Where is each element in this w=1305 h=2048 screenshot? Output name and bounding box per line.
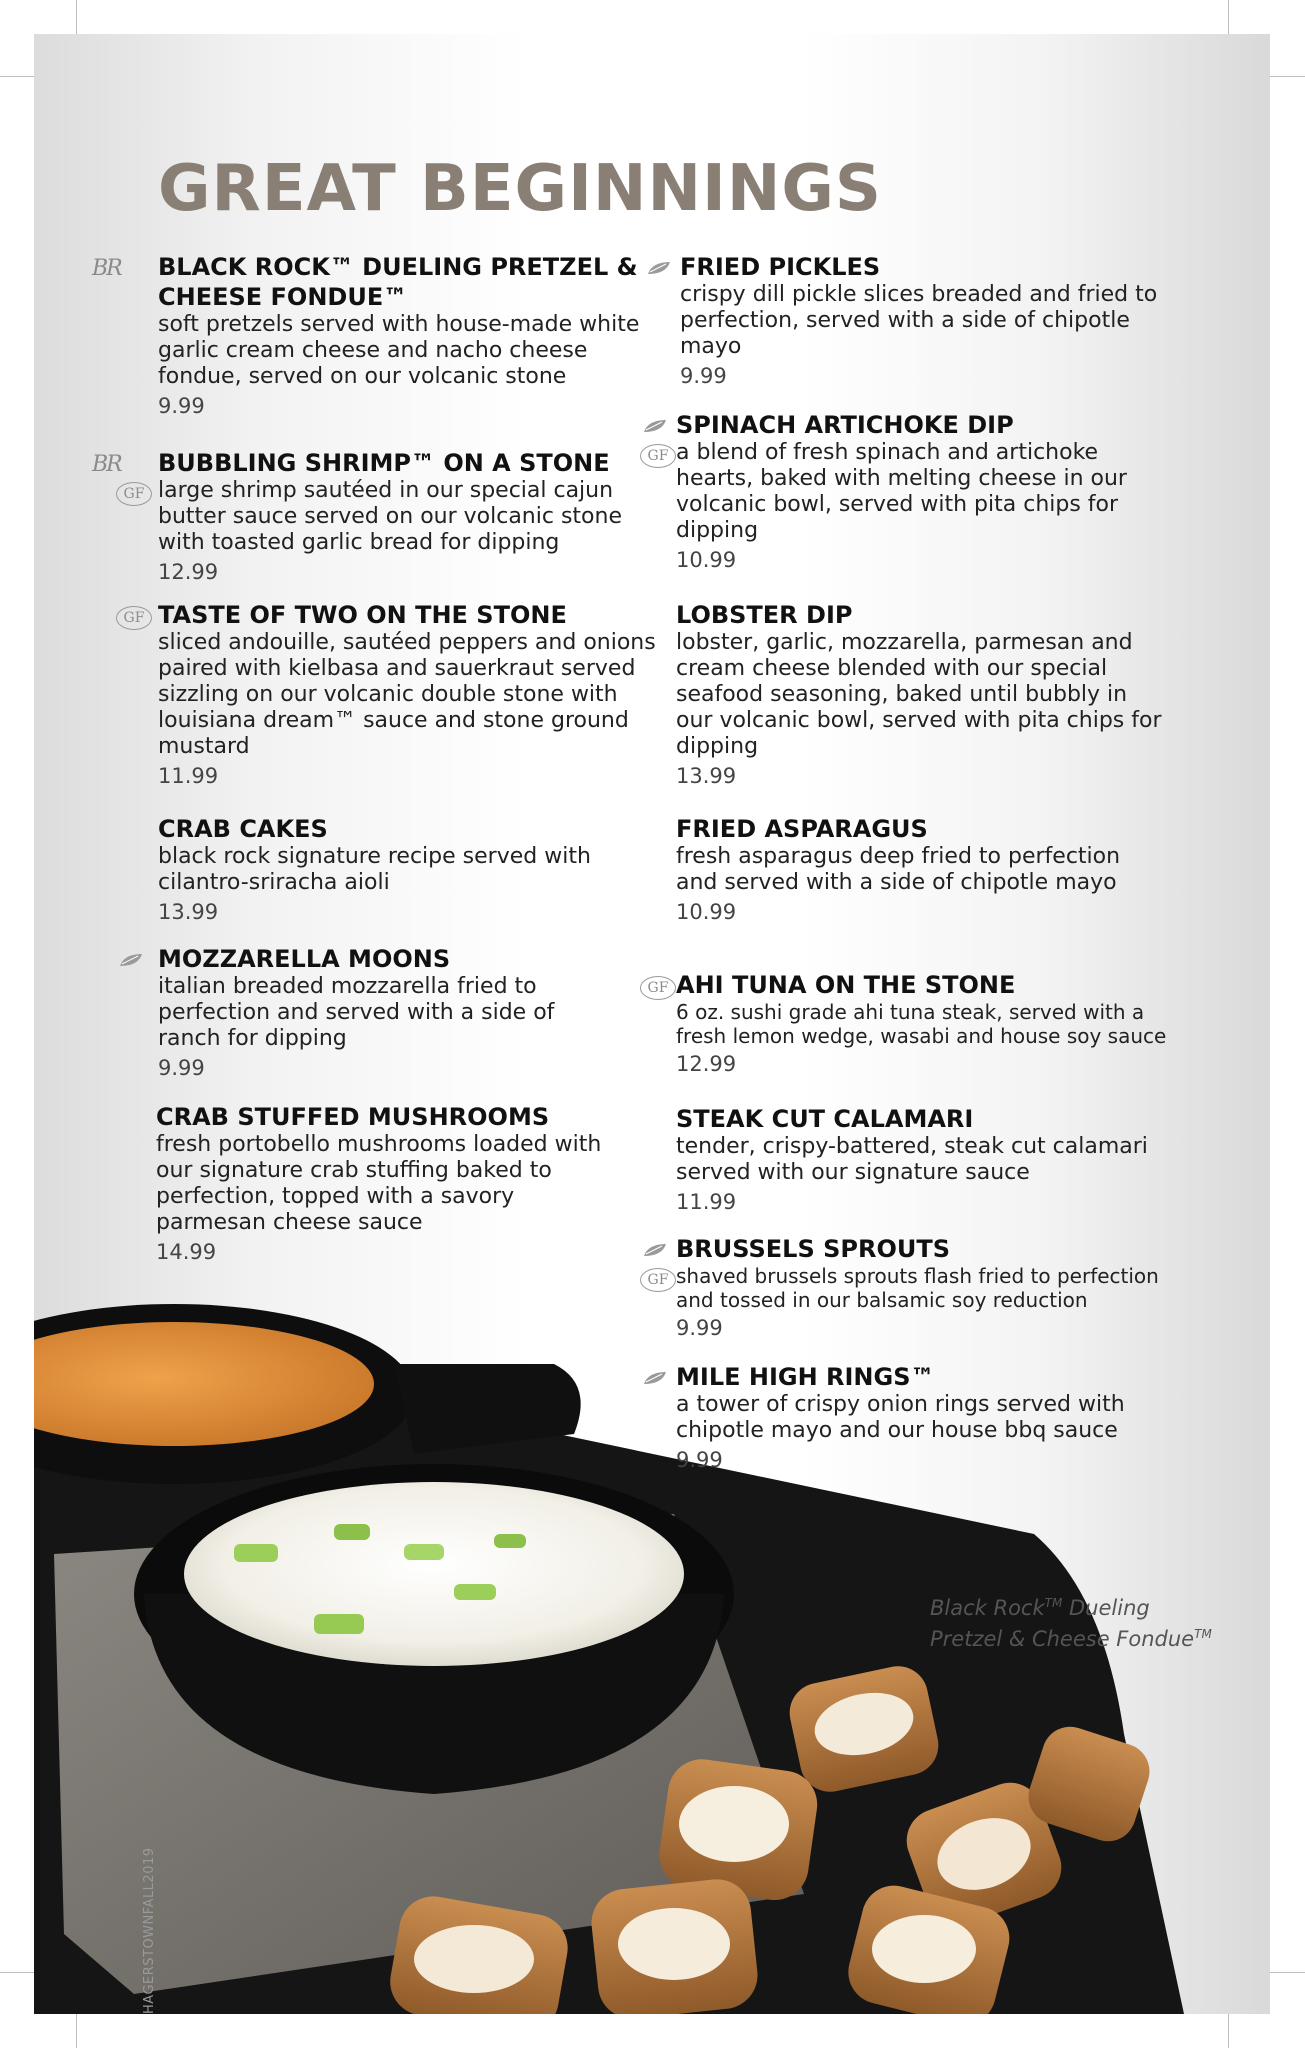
photo-caption bbox=[930, 1590, 1230, 1652]
item-name: MILE HIGH RINGS™ bbox=[676, 1363, 935, 1391]
menu-item-fried-asparagus bbox=[676, 814, 1156, 926]
item-price: 14.99 bbox=[156, 1240, 217, 1264]
item-description: a blend of fresh spinach and artichoke hearts, baked with melting cheese in our volcanic bowl, served with pita chips for dipping bbox=[676, 440, 1127, 543]
item-name: LOBSTER DIP bbox=[676, 601, 853, 629]
menu-item-mozzarella-moons bbox=[158, 944, 618, 1082]
menu-item-pretzel-fondue bbox=[158, 252, 658, 420]
menu-item-ahi-tuna bbox=[676, 970, 1176, 1078]
item-description: black rock signature recipe served with cilantro-sriracha aioli bbox=[158, 844, 591, 895]
item-price: 12.99 bbox=[676, 1052, 737, 1076]
item-name: BUBBLING SHRIMP™ ON A STONE bbox=[158, 449, 610, 477]
item-name: MOZZARELLA MOONS bbox=[158, 945, 451, 973]
item-price: 11.99 bbox=[158, 764, 219, 788]
caption-trademark: TM bbox=[1044, 1596, 1063, 1610]
menu-page bbox=[34, 34, 1270, 2014]
item-price: 10.99 bbox=[676, 900, 737, 924]
item-description: fresh portobello mushrooms loaded with our signature crab stuffing baked to perfection, topped with a savory parmesan cheese sauce bbox=[156, 1132, 602, 1235]
leaf-icon bbox=[118, 952, 144, 968]
caption-trademark: TM bbox=[1194, 1627, 1212, 1641]
caption-line2: Pretzel & Cheese Fondue bbox=[930, 1627, 1195, 1651]
gluten-free-icon: GF bbox=[116, 606, 152, 630]
item-description: 6 oz. sushi grade ahi tuna steak, served with a fresh lemon wedge, wasabi and house soy sauce bbox=[676, 1000, 1167, 1048]
item-description: a tower of crispy onion rings served with chipotle mayo and our house bbq sauce bbox=[676, 1392, 1125, 1443]
item-description: lobster, garlic, mozzarella, parmesan and cream cheese blended with our special seafood seasoning, baked until bubbly in our volcanic bowl, served with pita chips for dipping bbox=[676, 630, 1162, 759]
menu-item-mile-high-rings bbox=[676, 1362, 1146, 1474]
gluten-free-icon: GF bbox=[640, 1268, 676, 1292]
item-name: CRAB STUFFED MUSHROOMS bbox=[156, 1103, 550, 1131]
item-price: 10.99 bbox=[676, 548, 737, 572]
item-price: 9.99 bbox=[158, 1056, 205, 1080]
menu-item-bubbling-shrimp bbox=[158, 448, 658, 586]
gluten-free-icon: GF bbox=[640, 444, 676, 468]
item-name: SPINACH ARTICHOKE DIP bbox=[676, 411, 1014, 439]
item-description: fresh asparagus deep fried to perfection and served with a side of chipotle mayo bbox=[676, 844, 1121, 895]
item-name: STEAK CUT CALAMARI bbox=[676, 1105, 974, 1133]
item-price: 9.99 bbox=[680, 364, 727, 388]
item-name: BRUSSELS SPROUTS bbox=[676, 1235, 950, 1263]
item-name: FRIED ASPARAGUS bbox=[676, 815, 928, 843]
item-price: 11.99 bbox=[676, 1190, 737, 1214]
item-price: 9.99 bbox=[676, 1316, 723, 1340]
item-description: tender, crispy-battered, steak cut calamari served with our signature sauce bbox=[676, 1134, 1148, 1185]
item-name: FRIED PICKLES bbox=[680, 253, 881, 281]
item-price: 13.99 bbox=[676, 764, 737, 788]
leaf-icon bbox=[646, 260, 672, 276]
print-code: HAGERSTOWNFALL2019 bbox=[142, 1847, 157, 2014]
item-description: large shrimp sautéed in our special cajun butter sauce served on our volcanic stone with toasted garlic bread for dipping bbox=[158, 478, 622, 555]
item-name: BLACK ROCK™ DUELING PRETZEL & CHEESE FONDUE™ bbox=[158, 253, 638, 311]
menu-item-crab-stuffed-mushrooms bbox=[156, 1102, 626, 1266]
item-description: soft pretzels served with house-made white garlic cream cheese and nacho cheese fondue, served on our volcanic stone bbox=[158, 312, 640, 389]
item-description: crispy dill pickle slices breaded and fried to perfection, served with a side of chipotle mayo bbox=[680, 282, 1158, 359]
menu-item-fried-pickles bbox=[680, 252, 1180, 390]
caption-line1-rest: Dueling bbox=[1062, 1596, 1150, 1620]
item-name: TASTE OF TWO ON THE STONE bbox=[158, 601, 567, 629]
menu-item-crab-cakes bbox=[158, 814, 638, 926]
item-price: 9.99 bbox=[676, 1448, 723, 1472]
leaf-icon bbox=[642, 1242, 668, 1258]
menu-item-taste-of-two bbox=[158, 600, 668, 790]
menu-item-lobster-dip bbox=[676, 600, 1166, 790]
item-price: 12.99 bbox=[158, 560, 219, 584]
menu-item-steak-cut-calamari bbox=[676, 1104, 1166, 1216]
item-name: CRAB CAKES bbox=[158, 815, 328, 843]
item-description: shaved brussels sprouts flash fried to perfection and tossed in our balsamic soy reduction bbox=[676, 1264, 1159, 1312]
caption-line1: Black Rock bbox=[930, 1596, 1045, 1620]
menu-item-spinach-artichoke-dip bbox=[676, 410, 1156, 574]
page-title: GREAT BEGINNINGS bbox=[158, 152, 882, 226]
black-rock-signature-icon: BR bbox=[92, 452, 121, 477]
item-name: AHI TUNA ON THE STONE bbox=[676, 971, 1016, 999]
gluten-free-icon: GF bbox=[116, 482, 152, 506]
leaf-icon bbox=[642, 1370, 668, 1386]
item-price: 13.99 bbox=[158, 900, 219, 924]
black-rock-signature-icon: BR bbox=[92, 256, 121, 281]
item-description: italian breaded mozzarella fried to perfection and served with a side of ranch for dipping bbox=[158, 974, 555, 1051]
item-description: sliced andouille, sautéed peppers and onions paired with kielbasa and sauerkraut served sizzling on our volcanic double stone with louisiana dream™ sauce and stone ground mustard bbox=[158, 630, 656, 759]
menu-item-brussels-sprouts bbox=[676, 1234, 1176, 1342]
item-price: 9.99 bbox=[158, 394, 205, 418]
leaf-icon bbox=[642, 418, 668, 434]
gluten-free-icon: GF bbox=[640, 976, 676, 1000]
